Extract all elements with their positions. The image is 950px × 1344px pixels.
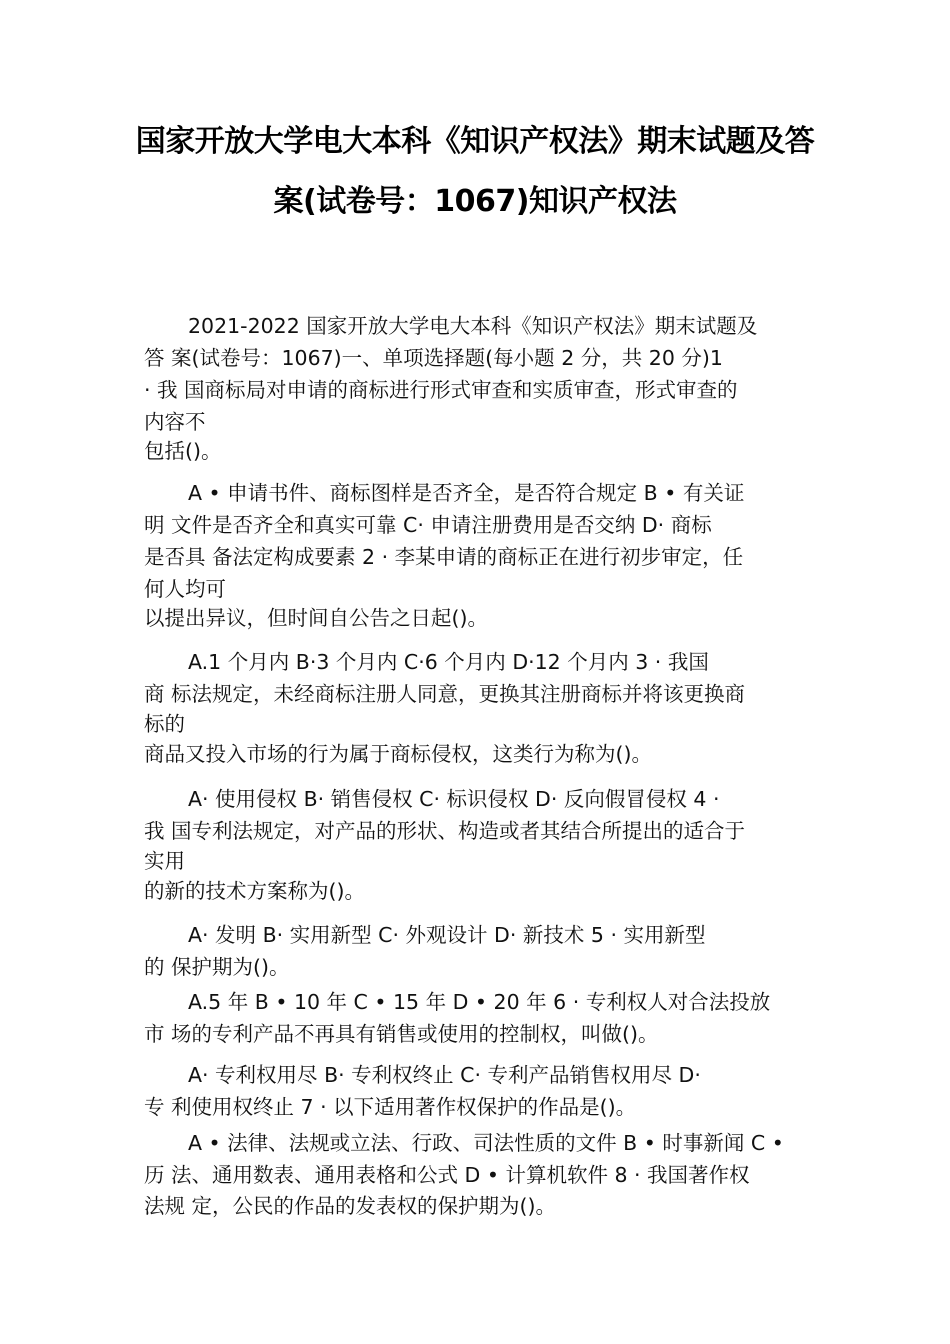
document-title-line-1: 国家开放大学电大本科《知识产权法》期末试题及答 [135,124,815,159]
paragraph-line: 标的 [144,712,185,736]
paragraph-line: 实用 [144,849,185,873]
paragraph-line: 专 利使用权终止 7 · 以下适用著作权保护的作品是()。 [144,1095,637,1119]
paragraph-line: A • 法律、法规或立法、行政、司法性质的文件 B • 时事新闻 C • [188,1131,784,1155]
paragraph-line: A.1 个月内 B·3 个月内 C·6 个月内 D·12 个月内 3 · 我国 [188,650,709,674]
paragraph-line: A· 发明 B· 实用新型 C· 外观设计 D· 新技术 5 · 实用新型 [188,923,706,947]
paragraph-line: 商 标法规定，未经商标注册人同意，更换其注册商标并将该更换商 [144,682,746,706]
document-title-line-2: 案(试卷号：1067)知识产权法 [273,184,677,219]
paragraph-line: 明 文件是否齐全和真实可靠 C· 申请注册费用是否交纳 D· 商标 [144,513,712,537]
paragraph-line: 的 保护期为()。 [144,955,290,979]
paragraph-line: A· 专利权用尽 B· 专利权终止 C· 专利产品销售权用尽 D· [188,1063,701,1087]
paragraph-line: · 我 国商标局对申请的商标进行形式审查和实质审查，形式审查的 [144,378,738,402]
paragraph-line: 历 法、通用数表、通用表格和公式 D • 计算机软件 8 · 我国著作权 [144,1163,750,1187]
paragraph-line: 商品又投入市场的行为属于商标侵权，这类行为称为()。 [144,742,652,766]
paragraph-line: A· 使用侵权 B· 销售侵权 C· 标识侵权 D· 反向假冒侵权 4 · [188,787,720,811]
paragraph-line: 以提出异议，但时间自公告之日起()。 [144,606,488,630]
paragraph-line: A.5 年 B • 10 年 C • 15 年 D • 20 年 6 · 专利权人对合法投放 [188,990,771,1014]
paragraph-line: 市 场的专利产品不再具有销售或使用的控制权，叫做()。 [144,1022,659,1046]
paragraph-line: 我 国专利法规定，对产品的形状、构造或者其结合所提出的适合于 [144,819,746,843]
paragraph-line: 法规 定，公民的作品的发表权的保护期为()。 [144,1194,557,1218]
paragraph-line: 的新的技术方案称为()。 [144,879,365,903]
paragraph-line: 2021-2022 国家开放大学电大本科《知识产权法》期末试题及 [188,314,758,338]
paragraph-line: 答 案(试卷号：1067)一、单项选择题(每小题 2 分，共 20 分)1 [144,346,723,370]
paragraph-line: 何人均可 [144,577,226,601]
paragraph-line: 内容不 [144,410,206,434]
paragraph-line: 是否具 备法定构成要素 2 · 李某申请的商标正在进行初步审定，任 [144,545,744,569]
paragraph-line: A • 申请书件、商标图样是否齐全，是否符合规定 B • 有关证 [188,481,745,505]
paragraph-line: 包括()。 [144,439,222,463]
